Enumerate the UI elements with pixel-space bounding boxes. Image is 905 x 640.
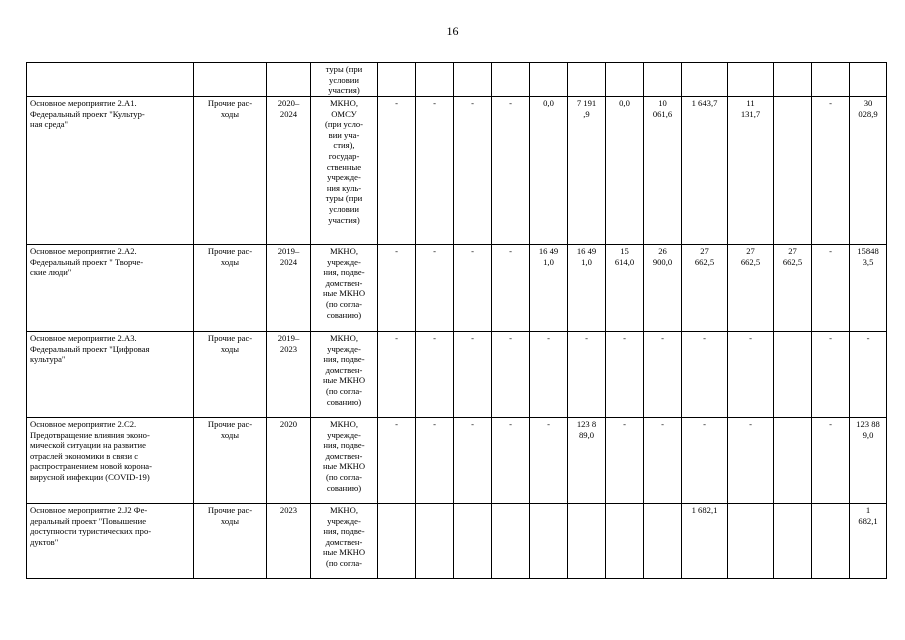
executor-line: стия), [333,140,355,151]
executor-cell [311,504,378,579]
executor-line: туры (при [325,193,363,204]
value-cell: - [378,332,416,418]
period-cell: 2019– 2023 [267,332,311,418]
value-cell: - [530,418,568,504]
value-cell: - [644,418,682,504]
executor-line: учрежде- [327,256,361,267]
expense-type-line: ходы [220,343,240,354]
executor-cell [311,63,378,97]
value-cell: 16 49 1,0 [530,245,568,332]
value-cell: 0,0 [530,97,568,245]
value-cell: - [568,332,606,418]
cell-empty [644,63,682,97]
expense-type-cell [194,97,267,245]
activity-name-line: Основное мероприятие 2.А3. [30,333,137,343]
executor-line: домствен- [325,277,363,288]
value-cell [416,504,454,579]
executor-line: ственные [326,161,362,172]
value-cell: 123 88 9,0 [850,418,887,504]
value-cell: 0,0 [606,97,644,245]
value-cell: 1 643,7 [682,97,728,245]
expense-type-line: Прочие рас- [207,333,253,343]
value-cell: 11 131,7 [728,97,774,245]
value-cell: 27 662,5 [774,245,812,332]
value-cell: - [416,97,454,245]
activity-name-line: культура" [30,354,66,365]
value-cell: - [378,97,416,245]
value-cell [774,97,812,245]
value-cell: 10 061,6 [644,97,682,245]
activity-name-line: Федеральный проект " Творче- [30,256,144,267]
value-cell: 26 900,0 [644,245,682,332]
value-cell: - [644,332,682,418]
cell-empty [812,63,850,97]
executor-line: домствен- [325,536,363,547]
activity-name-line: ная среда" [30,119,69,130]
table-row [27,418,887,504]
expense-type-line: Прочие рас- [207,419,253,429]
cell-empty [606,63,644,97]
value-cell [606,504,644,579]
executor-line: сованию) [326,482,362,493]
cell-empty [454,63,492,97]
executor-line: участия) [328,214,360,225]
value-cell: - [606,418,644,504]
page-number: 16 [446,24,459,38]
executor-line: ные МКНО [322,288,366,299]
executor-line: государ- [328,150,360,161]
executor-line: ные МКНО [322,375,366,386]
activity-name-line: Федеральный проект "Культур- [30,108,145,119]
executor-line: вии уча- [328,129,360,140]
cell-empty [267,63,311,97]
activity-name-line: дуктов" [30,536,59,547]
value-cell: - [812,418,850,504]
executor-cell [311,332,378,418]
value-cell: - [530,332,568,418]
value-cell [774,418,812,504]
cell-empty [682,63,728,97]
executor-line: учрежде- [327,515,361,526]
executor-line: сованию) [326,309,362,320]
budget-table [26,62,887,579]
executor-line: учрежде- [327,343,361,354]
expense-type-cell [194,504,267,579]
value-cell: - [682,418,728,504]
executor-line: МКНО, [330,419,358,429]
executor-line: домствен- [325,450,363,461]
activity-name-line: Основное мероприятие 2.С2. [30,419,137,429]
expense-type-line: Прочие рас- [207,505,253,515]
value-cell: - [728,418,774,504]
value-cell: - [682,332,728,418]
value-cell [774,504,812,579]
cell-empty [728,63,774,97]
value-cell [644,504,682,579]
executor-cell [311,97,378,245]
value-cell [812,504,850,579]
executor-line: ния куль- [326,182,362,193]
expense-type-line: Прочие рас- [207,98,253,108]
activity-name-line: Основное мероприятие 2.J2 Фе- [30,505,148,515]
executor-line: ния, подве- [323,354,365,365]
executor-line: ные МКНО [322,461,366,472]
value-cell: - [492,245,530,332]
executor-line: условии [329,203,359,214]
value-cell: 30 028,9 [850,97,887,245]
table-row [27,504,887,579]
expense-type-line: ходы [220,429,240,440]
value-cell: - [812,245,850,332]
cell-empty [416,63,454,97]
value-cell: - [454,245,492,332]
cell-empty [194,63,267,97]
executor-line: ния, подве- [323,267,365,278]
value-cell [774,332,812,418]
executor-line: ные МКНО [322,547,366,558]
expense-type-cell [194,245,267,332]
executor-line: ОМСУ [331,108,357,119]
activity-name-line: доступности туристических про- [30,526,152,537]
expense-type-line: ходы [220,515,240,526]
activity-name-line: Федеральный проект "Цифровая [30,343,150,354]
executor-line: условии [329,74,359,85]
cell-empty [774,63,812,97]
value-cell: - [378,245,416,332]
cell-empty [492,63,530,97]
cell-empty [378,63,416,97]
cell-empty [568,63,606,97]
value-cell: - [492,332,530,418]
executor-line: учрежде- [327,429,361,440]
expense-type-line: ходы [220,256,240,267]
cell-empty [27,63,194,97]
executor-cell [311,245,378,332]
cell-empty [530,63,568,97]
value-cell: - [454,332,492,418]
activity-name-line: ские люди" [30,267,72,278]
value-cell [568,504,606,579]
executor-line: участия) [328,85,360,96]
activity-name-line: мической ситуации на развитие [30,440,146,451]
value-cell: - [378,418,416,504]
executor-line: (при усло- [324,119,364,130]
value-cell: - [606,332,644,418]
executor-line: МКНО, [330,505,358,515]
expense-type-line: ходы [220,108,240,119]
value-cell: 1 682,1 [682,504,728,579]
period-cell: 2019– 2024 [267,245,311,332]
value-cell [378,504,416,579]
cell-empty [850,63,887,97]
value-cell: 15 614,0 [606,245,644,332]
period-cell: 2020– 2024 [267,97,311,245]
executor-line: МКНО, [330,246,358,256]
activity-name-line: распространением новой корона- [30,461,152,472]
value-cell: - [850,332,887,418]
activity-name-line: Предотвращение влияния эконо- [30,429,150,440]
value-cell: - [492,97,530,245]
period-cell: 2020 [267,418,311,504]
table-row [27,332,887,418]
executor-line: сованию) [326,396,362,407]
executor-line: домствен- [325,364,363,375]
activity-name-cell [27,504,194,579]
value-cell: - [728,332,774,418]
activity-name-cell [27,332,194,418]
value-cell [454,504,492,579]
value-cell [530,504,568,579]
value-cell: 1 682,1 [850,504,887,579]
executor-line: МКНО, [330,98,358,108]
value-cell: - [812,97,850,245]
expense-type-line: Прочие рас- [207,246,253,256]
value-cell: - [416,418,454,504]
value-cell [728,504,774,579]
value-cell [492,504,530,579]
activity-name-line: Основное мероприятие 2.А1. [30,98,137,108]
executor-line: (по согла- [325,471,363,482]
executor-line: (по согла- [325,298,363,309]
activity-name-cell [27,245,194,332]
table-row [27,97,887,245]
expense-type-cell [194,332,267,418]
activity-name-cell [27,418,194,504]
executor-line: учрежде- [327,172,361,183]
period-cell: 2023 [267,504,311,579]
value-cell: - [812,332,850,418]
value-cell: - [416,245,454,332]
value-cell: 27 662,5 [728,245,774,332]
activity-name-line: Основное мероприятие 2.А2. [30,246,137,256]
value-cell: - [416,332,454,418]
executor-line: туры (при [325,64,363,74]
value-cell: 27 662,5 [682,245,728,332]
value-cell: 7 191 ,9 [568,97,606,245]
executor-line: (по согла- [325,557,363,568]
executor-line: МКНО, [330,333,358,343]
executor-line: (по согла- [325,385,363,396]
value-cell: - [454,97,492,245]
executor-line: ния, подве- [323,440,365,451]
activity-name-line: деральный проект "Повышение [30,515,147,526]
value-cell: 123 8 89,0 [568,418,606,504]
activity-name-line: отраслей экономики в связи с [30,450,139,461]
executor-line: ния, подве- [323,526,365,537]
value-cell: 15848 3,5 [850,245,887,332]
value-cell: - [492,418,530,504]
activity-name-cell [27,97,194,245]
activity-name-line: вирусной инфекции (COVID-19) [30,471,150,482]
value-cell: 16 49 1,0 [568,245,606,332]
table-row [27,245,887,332]
expense-type-cell [194,418,267,504]
executor-cell [311,418,378,504]
value-cell: - [454,418,492,504]
continuation-row [27,63,887,97]
